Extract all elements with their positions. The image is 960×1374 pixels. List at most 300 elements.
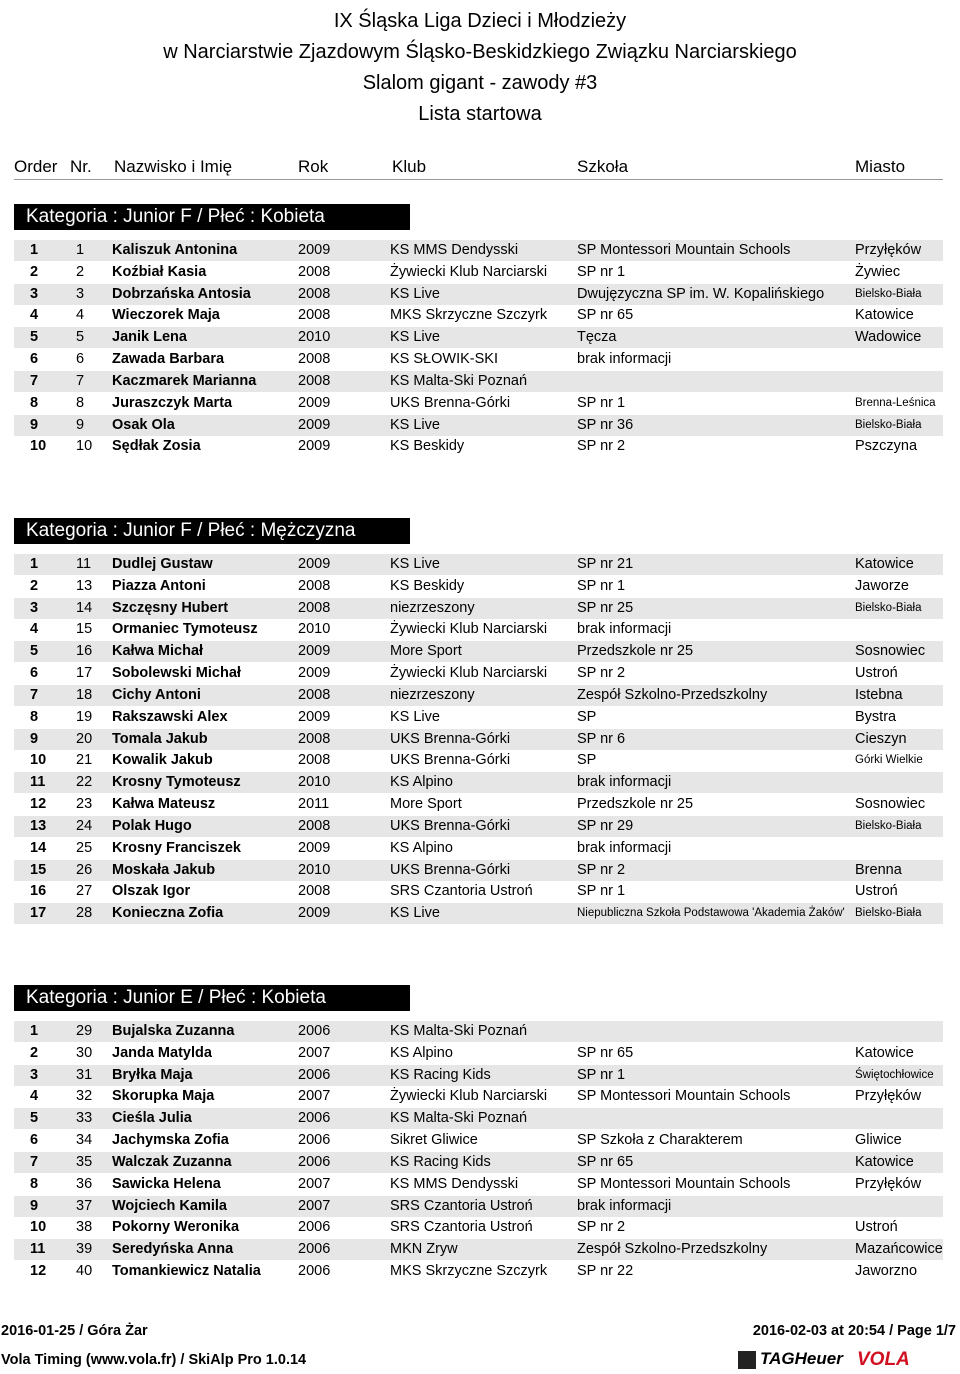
row-club: KS SŁOWIK-SKI xyxy=(390,351,498,368)
row-school: SP Montessori Mountain Schools xyxy=(577,1175,791,1192)
row-year: 2009 xyxy=(298,556,331,572)
row-year: 2010 xyxy=(298,621,331,638)
row-year: 2011 xyxy=(298,796,330,813)
row-nr: 16 xyxy=(76,643,93,660)
row-year: 2007 xyxy=(298,1044,331,1061)
row-club: KS Racing Kids xyxy=(390,1153,491,1170)
row-nr: 29 xyxy=(76,1023,93,1039)
table-row xyxy=(14,1174,943,1195)
row-year: 2006 xyxy=(298,1066,331,1083)
row-club: MKS Skrzyczne Szczyrk xyxy=(390,307,548,324)
table-row xyxy=(14,240,943,261)
row-name: Kowalik Jakub xyxy=(112,752,213,769)
row-nr: 36 xyxy=(76,1175,93,1192)
row-year: 2007 xyxy=(298,1175,331,1192)
table-row xyxy=(14,750,943,771)
row-year: 2009 xyxy=(298,416,331,433)
row-name: Wojciech Kamila xyxy=(112,1197,227,1214)
row-club: KS Alpino xyxy=(390,1044,453,1061)
row-name: Krosny Tymoteusz xyxy=(112,774,241,791)
row-school: brak informacji xyxy=(577,774,672,791)
row-nr: 13 xyxy=(76,577,93,594)
row-order: 17 xyxy=(30,905,47,922)
row-club: KS MMS Dendysski xyxy=(390,242,519,258)
row-club: MKN Zryw xyxy=(390,1241,458,1258)
row-order: 8 xyxy=(30,1175,39,1192)
column-header-row xyxy=(14,153,943,180)
row-city: Przyłęków xyxy=(855,1175,922,1192)
row-school: brak informacji xyxy=(577,621,672,638)
row-year: 2008 xyxy=(298,263,331,280)
row-nr: 24 xyxy=(76,817,93,834)
row-name: Tomala Jakub xyxy=(112,730,208,747)
row-nr: 35 xyxy=(76,1153,93,1170)
row-school: Przedszkole nr 25 xyxy=(577,796,694,813)
row-school: Zespół Szkolno-Przedszkolny xyxy=(577,686,768,703)
row-city: Istebna xyxy=(855,686,903,703)
row-order: 4 xyxy=(30,621,39,638)
row-city: Ustroń xyxy=(855,883,898,900)
row-city: Katowice xyxy=(855,1044,914,1061)
row-order: 15 xyxy=(30,861,47,878)
row-club: KS Malta-Ski Poznań xyxy=(390,1023,528,1039)
row-year: 2008 xyxy=(298,686,331,703)
row-year: 2009 xyxy=(298,438,331,455)
row-nr: 39 xyxy=(76,1241,93,1258)
row-city: Żywiec xyxy=(855,263,901,280)
row-school: Przedszkole nr 25 xyxy=(577,643,694,660)
row-club: KS Malta-Ski Poznań xyxy=(390,1110,528,1127)
row-city: Sosnowiec xyxy=(855,643,926,660)
row-nr: 32 xyxy=(76,1088,93,1105)
row-club: KS Live xyxy=(390,329,440,346)
row-school: SP nr 65 xyxy=(577,1044,634,1061)
row-year: 2010 xyxy=(298,329,331,346)
col-order: Order xyxy=(14,157,58,176)
row-name: Bryłka Maja xyxy=(112,1066,193,1083)
row-order: 9 xyxy=(30,1197,39,1214)
row-name: Koźbiał Kasia xyxy=(112,263,207,280)
row-nr: 30 xyxy=(76,1044,93,1061)
row-nr: 7 xyxy=(76,372,85,389)
footer-software: Vola Timing (www.vola.fr) / SkiAlp Pro 1.0.14 xyxy=(1,1352,307,1368)
row-club: KS Racing Kids xyxy=(390,1066,491,1083)
row-school: SP nr 65 xyxy=(577,1153,634,1170)
table-row xyxy=(14,1065,943,1086)
row-school: SP nr 6 xyxy=(577,730,626,747)
row-year: 2008 xyxy=(298,883,331,900)
table-row xyxy=(14,1239,943,1260)
row-order: 4 xyxy=(30,1088,39,1105)
row-year: 2009 xyxy=(298,242,331,258)
row-club: KS Alpino xyxy=(390,774,453,791)
row-school: brak informacji xyxy=(577,1197,672,1214)
row-name: Juraszczyk Marta xyxy=(112,394,233,411)
row-school: SP nr 2 xyxy=(577,1219,626,1236)
row-order: 16 xyxy=(30,883,47,900)
table-row xyxy=(14,1043,943,1064)
table-row xyxy=(14,729,943,750)
row-order: 7 xyxy=(30,686,39,703)
row-year: 2006 xyxy=(298,1132,331,1149)
col-name: Nazwisko i Imię xyxy=(114,157,233,176)
row-name: Sobolewski Michał xyxy=(112,665,241,682)
row-order: 2 xyxy=(30,263,39,280)
row-city: Świętochłowice xyxy=(855,1068,934,1081)
table-row xyxy=(14,371,943,392)
row-nr: 9 xyxy=(76,416,85,433)
row-school: brak informacji xyxy=(577,351,672,368)
table-row xyxy=(14,794,943,815)
row-nr: 25 xyxy=(76,839,93,856)
row-order: 14 xyxy=(30,839,47,856)
row-school: SP xyxy=(577,752,597,769)
row-school: SP nr 21 xyxy=(577,556,634,572)
row-club: More Sport xyxy=(390,796,462,813)
row-name: Skorupka Maja xyxy=(112,1088,215,1105)
row-year: 2009 xyxy=(298,643,331,660)
row-city: Bystra xyxy=(855,708,897,725)
row-club: KS MMS Dendysski xyxy=(390,1175,519,1192)
row-school: SP nr 2 xyxy=(577,438,626,455)
row-name: Sawicka Helena xyxy=(112,1175,221,1192)
title-line-3: Slalom gigant - zawody #3 xyxy=(362,72,598,94)
row-name: Kaczmarek Marianna xyxy=(112,372,257,389)
table-row xyxy=(14,415,943,436)
row-name: Dudlej Gustaw xyxy=(112,556,213,572)
row-club: KS Alpino xyxy=(390,839,453,856)
row-order: 5 xyxy=(30,329,39,346)
row-name: Kałwa Mateusz xyxy=(112,796,216,813)
row-club: KS Beskidy xyxy=(390,438,465,455)
row-order: 5 xyxy=(30,1110,39,1127)
table-row xyxy=(14,1196,943,1217)
row-order: 8 xyxy=(30,708,39,725)
row-city: Ustroń xyxy=(855,665,898,682)
row-name: Janik Lena xyxy=(112,329,187,346)
row-order: 10 xyxy=(30,1219,47,1236)
row-city: Katowice xyxy=(855,1153,914,1170)
row-school: SP nr 2 xyxy=(577,861,626,878)
row-nr: 4 xyxy=(76,307,85,324)
row-city: Brenna-Leśnica xyxy=(855,396,936,409)
row-name: Walczak Zuzanna xyxy=(112,1153,232,1170)
row-city: Bielsko-Biała xyxy=(855,907,922,920)
row-club: SRS Czantoria Ustroń xyxy=(390,1197,533,1214)
table-row xyxy=(14,685,943,706)
row-name: Jachymska Zofia xyxy=(112,1132,229,1149)
row-year: 2009 xyxy=(298,839,331,856)
row-order: 12 xyxy=(30,796,47,813)
table-row xyxy=(14,349,943,370)
row-nr: 34 xyxy=(76,1132,93,1149)
row-year: 2006 xyxy=(298,1219,331,1236)
row-nr: 2 xyxy=(76,263,85,280)
row-year: 2006 xyxy=(298,1263,331,1280)
row-year: 2009 xyxy=(298,708,331,725)
row-order: 4 xyxy=(30,307,39,324)
row-name: Bujalska Zuzanna xyxy=(112,1023,235,1039)
title-line-1: IX Śląska Liga Dzieci i Młodzieży xyxy=(333,10,627,32)
row-club: UKS Brenna-Górki xyxy=(390,394,511,411)
row-city: Mazańcowice xyxy=(855,1241,943,1258)
row-city: Bielsko-Biała xyxy=(855,287,922,300)
row-year: 2008 xyxy=(298,730,331,747)
row-name: Cichy Antoni xyxy=(112,686,201,703)
row-year: 2007 xyxy=(298,1088,331,1105)
col-city: Miasto xyxy=(855,157,906,176)
row-city: Gliwice xyxy=(855,1132,902,1149)
row-nr: 19 xyxy=(76,708,93,725)
row-order: 6 xyxy=(30,351,39,368)
row-city: Katowice xyxy=(855,307,914,324)
row-nr: 26 xyxy=(76,861,93,878)
row-nr: 17 xyxy=(76,665,93,682)
row-club: Żywiecki Klub Narciarski xyxy=(390,621,548,638)
row-name: Osak Ola xyxy=(112,416,175,433)
row-city: Cieszyn xyxy=(855,730,907,747)
row-order: 5 xyxy=(30,643,39,660)
table-row xyxy=(14,641,943,662)
row-year: 2008 xyxy=(298,577,331,594)
row-name: Cieśla Julia xyxy=(112,1110,192,1127)
row-nr: 20 xyxy=(76,730,93,747)
table-row xyxy=(14,838,943,859)
row-name: Szczęsny Hubert xyxy=(112,599,229,616)
table-row xyxy=(14,1086,943,1107)
category-header: Kategoria : Junior F / Płeć : Mężczyzna xyxy=(14,518,410,544)
vola-logo: VOLA xyxy=(857,1349,910,1370)
row-nr: 28 xyxy=(76,905,93,922)
row-nr: 22 xyxy=(76,774,93,791)
row-city: Sosnowiec xyxy=(855,796,926,813)
row-nr: 15 xyxy=(76,621,93,638)
row-order: 3 xyxy=(30,599,39,616)
row-order: 11 xyxy=(30,1241,46,1258)
category-header: Kategoria : Junior E / Płeć : Kobieta xyxy=(14,985,410,1011)
row-club: Sikret Gliwice xyxy=(390,1132,478,1149)
row-school: Dwujęzyczna SP im. W. Kopalińskiego xyxy=(577,285,825,302)
row-year: 2006 xyxy=(298,1110,331,1127)
row-nr: 18 xyxy=(76,686,93,703)
row-city: Górki Wielkie xyxy=(855,754,923,767)
col-nr: Nr. xyxy=(70,157,92,176)
row-city: Bielsko-Biała xyxy=(855,819,922,832)
table-row xyxy=(14,1152,943,1173)
row-year: 2006 xyxy=(298,1241,331,1258)
table-row xyxy=(14,1130,943,1151)
row-order: 9 xyxy=(30,730,39,747)
row-nr: 38 xyxy=(76,1219,93,1236)
row-school: SP nr 2 xyxy=(577,665,626,682)
row-name: Pokorny Weronika xyxy=(112,1219,240,1236)
row-order: 10 xyxy=(30,752,47,769)
row-club: KS Live xyxy=(390,285,440,302)
row-school: SP xyxy=(577,708,597,725)
row-name: Polak Hugo xyxy=(112,817,192,834)
row-name: Konieczna Zofia xyxy=(112,905,224,922)
row-order: 1 xyxy=(30,242,39,258)
table-row xyxy=(14,554,943,575)
row-club: KS Live xyxy=(390,708,440,725)
row-city: Bielsko-Biała xyxy=(855,601,922,614)
row-name: Kałwa Michał xyxy=(112,643,204,660)
row-club: UKS Brenna-Górki xyxy=(390,861,511,878)
row-nr: 5 xyxy=(76,329,85,346)
table-row xyxy=(14,262,943,283)
row-club: MKS Skrzyczne Szczyrk xyxy=(390,1263,548,1280)
table-row xyxy=(14,393,943,414)
tagheuer-logo: TAGHeuer xyxy=(738,1349,843,1369)
document-title-block xyxy=(0,6,960,130)
row-school: SP nr 65 xyxy=(577,307,634,324)
row-order: 1 xyxy=(30,556,39,572)
row-name: Moskała Jakub xyxy=(112,861,216,878)
row-name: Kaliszuk Antonina xyxy=(112,242,238,258)
row-school: SP nr 25 xyxy=(577,599,634,616)
row-club: SRS Czantoria Ustroń xyxy=(390,883,533,900)
row-year: 2010 xyxy=(298,861,331,878)
row-city: Przyłęków xyxy=(855,242,922,258)
table-row xyxy=(14,576,943,597)
table-row xyxy=(14,598,943,619)
row-school: SP nr 29 xyxy=(577,817,634,834)
row-name: Zawada Barbara xyxy=(112,351,225,368)
row-order: 13 xyxy=(30,817,47,834)
row-nr: 23 xyxy=(76,796,93,813)
row-city: Ustroń xyxy=(855,1219,898,1236)
row-city: Przyłęków xyxy=(855,1088,922,1105)
row-nr: 3 xyxy=(76,285,85,302)
row-name: Tomankiewicz Natalia xyxy=(112,1263,261,1280)
row-name: Ormaniec Tymoteusz xyxy=(112,621,258,638)
row-year: 2008 xyxy=(298,307,331,324)
row-school: SP nr 36 xyxy=(577,416,634,433)
category-header: Kategoria : Junior F / Płeć : Kobieta xyxy=(14,204,410,230)
row-order: 10 xyxy=(30,438,47,455)
row-city: Pszczyna xyxy=(855,438,918,455)
row-name: Janda Matylda xyxy=(112,1044,212,1061)
row-year: 2009 xyxy=(298,665,331,682)
table-row xyxy=(14,1261,943,1282)
row-order: 6 xyxy=(30,665,39,682)
row-order: 2 xyxy=(30,577,39,594)
row-order: 2 xyxy=(30,1044,39,1061)
footer-date-place: 2016-01-25 / Góra Żar xyxy=(1,1323,148,1339)
row-order: 12 xyxy=(30,1263,47,1280)
row-order: 7 xyxy=(30,1153,39,1170)
row-year: 2009 xyxy=(298,905,331,922)
row-nr: 40 xyxy=(76,1263,93,1280)
row-order: 11 xyxy=(30,774,46,791)
row-club: niezrzeszony xyxy=(390,599,475,616)
table-row xyxy=(14,1217,943,1238)
row-name: Seredyńska Anna xyxy=(112,1241,234,1258)
title-line-4: Lista startowa xyxy=(418,103,542,125)
tag-square-icon xyxy=(738,1351,756,1369)
row-year: 2008 xyxy=(298,752,331,769)
row-name: Sędłak Zosia xyxy=(112,438,201,455)
row-city: Wadowice xyxy=(855,329,922,346)
row-school: SP nr 1 xyxy=(577,394,626,411)
table-row xyxy=(14,772,943,793)
row-school: SP Szkoła z Charakterem xyxy=(577,1132,743,1149)
table-row xyxy=(14,619,943,640)
row-year: 2008 xyxy=(298,372,331,389)
row-school: SP nr 22 xyxy=(577,1263,634,1280)
row-order: 9 xyxy=(30,416,39,433)
row-nr: 33 xyxy=(76,1110,93,1127)
table-row xyxy=(14,707,943,728)
footer-printed: 2016-02-03 at 20:54 / Page 1/7 xyxy=(752,1323,956,1339)
row-name: Krosny Franciszek xyxy=(112,839,241,856)
row-year: 2010 xyxy=(298,774,331,791)
row-year: 2006 xyxy=(298,1153,331,1170)
row-club: KS Live xyxy=(390,416,440,433)
table-row xyxy=(14,663,943,684)
row-name: Rakszawski Alex xyxy=(112,708,228,725)
row-club: UKS Brenna-Górki xyxy=(390,752,511,769)
table-row xyxy=(14,327,943,348)
row-club: KS Live xyxy=(390,905,440,922)
row-school: SP nr 1 xyxy=(577,883,626,900)
row-club: Żywiecki Klub Narciarski xyxy=(390,1088,548,1105)
row-year: 2006 xyxy=(298,1023,331,1039)
row-city: Katowice xyxy=(855,556,914,572)
table-row xyxy=(14,1021,943,1042)
row-order: 6 xyxy=(30,1132,39,1149)
row-year: 2009 xyxy=(298,394,331,411)
row-club: niezrzeszony xyxy=(390,686,475,703)
row-nr: 21 xyxy=(76,752,93,769)
row-nr: 10 xyxy=(76,438,93,455)
row-year: 2008 xyxy=(298,599,331,616)
table-row xyxy=(14,881,943,902)
row-order: 8 xyxy=(30,394,39,411)
table-row xyxy=(14,1108,943,1129)
row-year: 2008 xyxy=(298,351,331,368)
row-school: Zespół Szkolno-Przedszkolny xyxy=(577,1241,768,1258)
row-nr: 8 xyxy=(76,394,85,411)
row-year: 2008 xyxy=(298,817,331,834)
row-club: Żywiecki Klub Narciarski xyxy=(390,665,548,682)
row-order: 3 xyxy=(30,1066,39,1083)
table-row xyxy=(14,816,943,837)
row-city: Jaworzno xyxy=(855,1263,918,1280)
row-club: KS Beskidy xyxy=(390,577,465,594)
row-name: Piazza Antoni xyxy=(112,577,206,594)
row-school: SP Montessori Mountain Schools xyxy=(577,242,791,258)
row-name: Wieczorek Maja xyxy=(112,307,220,324)
row-nr: 14 xyxy=(76,599,93,616)
table-row xyxy=(14,436,943,457)
row-nr: 6 xyxy=(76,351,85,368)
table-row xyxy=(14,903,943,924)
table-row xyxy=(14,284,943,305)
row-city: Brenna xyxy=(855,861,902,878)
row-year: 2008 xyxy=(298,285,331,302)
col-year: Rok xyxy=(298,157,329,176)
row-order: 1 xyxy=(30,1023,39,1039)
col-school: Szkoła xyxy=(577,157,629,176)
row-school: SP nr 1 xyxy=(577,577,626,594)
row-nr: 1 xyxy=(76,242,85,258)
row-club: KS Live xyxy=(390,556,440,572)
row-order: 7 xyxy=(30,372,39,389)
title-line-2: w Narciarstwie Zjazdowym Śląsko-Beskidzkiego Związku Narciarskiego xyxy=(163,41,797,63)
row-school: SP nr 1 xyxy=(577,1066,626,1083)
row-club: Żywiecki Klub Narciarski xyxy=(390,263,548,280)
